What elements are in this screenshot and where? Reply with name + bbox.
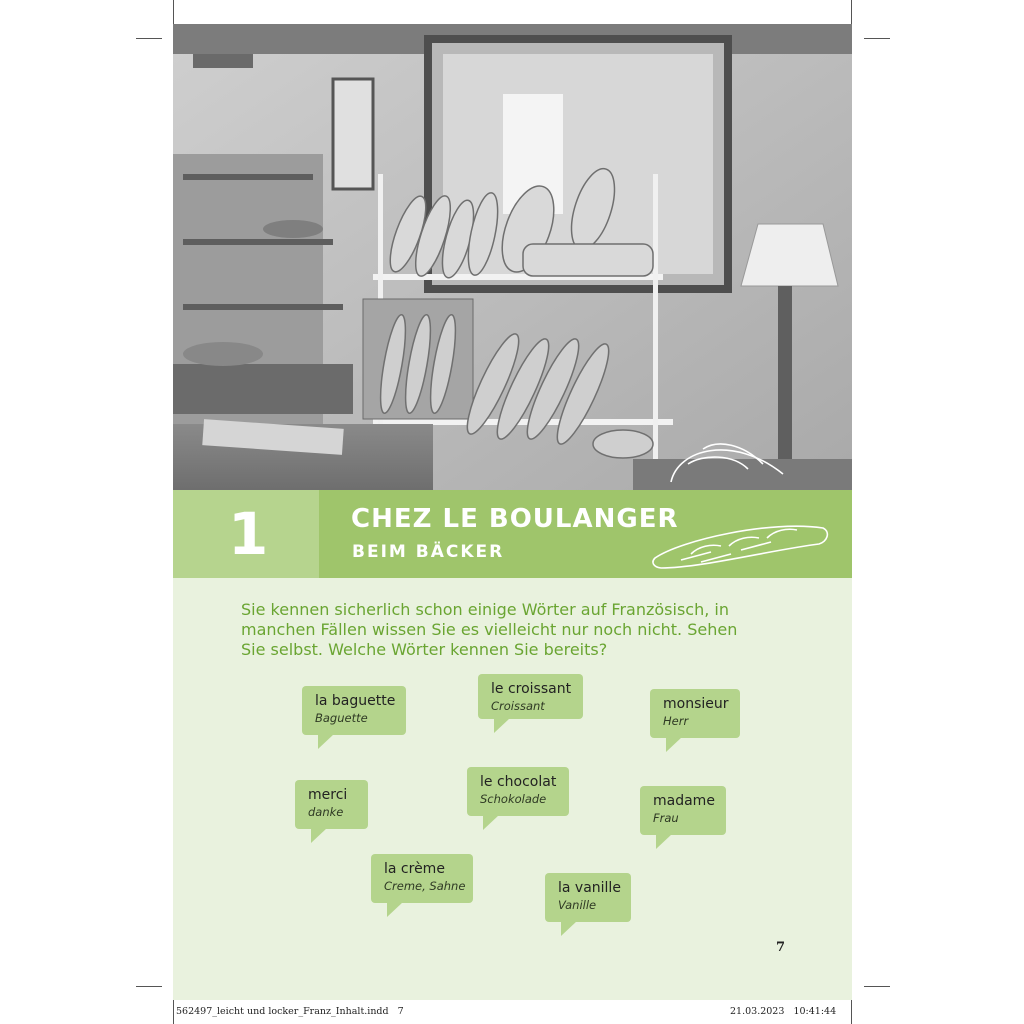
vocab-bubble bbox=[545, 873, 631, 922]
vocab-french: le chocolat bbox=[480, 774, 557, 790]
crop-mark bbox=[136, 986, 162, 987]
vocab-french: la crème bbox=[384, 861, 445, 877]
book-page bbox=[173, 24, 852, 1000]
page-number: 7 bbox=[776, 940, 786, 955]
vocab-bubble bbox=[371, 854, 473, 903]
vocab-bubble bbox=[467, 767, 569, 816]
vocab-french: la vanille bbox=[558, 880, 621, 896]
chapter-subtitle: BEIM BÄCKER bbox=[352, 542, 505, 562]
vocab-french: merci bbox=[308, 787, 348, 803]
print-slug-timestamp: 21.03.2023 10:41:44 bbox=[730, 1006, 837, 1017]
chapter-title: CHEZ LE BOULANGER bbox=[351, 504, 679, 534]
crop-mark bbox=[173, 1000, 174, 1024]
vocab-bubble bbox=[640, 786, 726, 835]
vocab-german: Frau bbox=[653, 811, 679, 825]
vocab-german: Vanille bbox=[558, 898, 597, 912]
vocab-german: Schokolade bbox=[480, 792, 547, 806]
vocab-french: madame bbox=[653, 793, 715, 809]
crop-mark bbox=[864, 986, 890, 987]
vocab-german: Creme, Sahne bbox=[384, 879, 466, 893]
crop-mark bbox=[173, 0, 174, 24]
vocab-bubble bbox=[302, 686, 406, 735]
vocab-german: danke bbox=[308, 805, 344, 819]
chapter-number: 1 bbox=[228, 500, 269, 568]
crop-mark bbox=[851, 1000, 852, 1024]
crop-mark bbox=[864, 38, 890, 39]
vocab-french: monsieur bbox=[663, 696, 729, 712]
crop-mark bbox=[851, 0, 852, 24]
vocab-german: Baguette bbox=[315, 711, 368, 725]
vocab-bubble bbox=[650, 689, 740, 738]
crop-mark bbox=[136, 38, 162, 39]
chapter-banner bbox=[173, 490, 852, 578]
vocab-french: la baguette bbox=[315, 693, 396, 709]
vocab-bubble bbox=[295, 780, 368, 829]
print-slug-filename: 562497_leicht und locker_Franz_Inhalt.indd 7 bbox=[176, 1006, 404, 1017]
vocab-french: le croissant bbox=[491, 681, 572, 697]
intro-paragraph: Sie kennen sicherlich schon einige Wörter auf Französisch, in manchen Fällen wissen Sie es vielleicht nur noch nicht. Sehen Sie selbst. Welche Wörter kennen Sie bereits? bbox=[241, 600, 738, 659]
vocab-german: Herr bbox=[663, 714, 689, 728]
bakery-photo bbox=[173, 24, 852, 490]
baguette-illustration-icon bbox=[651, 510, 831, 570]
vocab-german: Croissant bbox=[491, 699, 545, 713]
vocab-bubble bbox=[478, 674, 583, 719]
